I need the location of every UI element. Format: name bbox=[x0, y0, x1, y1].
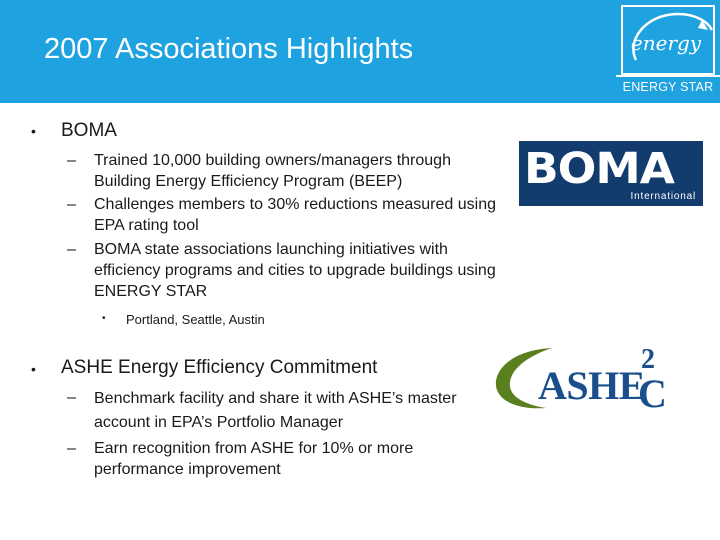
boma-logo-subtext: International bbox=[630, 191, 696, 202]
energy-star-label: ENERGY STAR bbox=[622, 80, 714, 94]
ashe-item-1: Benchmark facility and share it with ASHE’s master account in EPA’s Portfolio Manager bbox=[94, 390, 457, 431]
dash-4: – bbox=[67, 389, 76, 406]
ashe-logo bbox=[490, 340, 690, 416]
boma-item-1: Trained 10,000 building owners/managers through Building Energy Efficiency Program (BEEP) bbox=[94, 152, 451, 190]
bullet-boma: • bbox=[31, 123, 36, 139]
energy-script: energy bbox=[630, 31, 702, 55]
dash-3: – bbox=[67, 241, 76, 258]
dash-1: – bbox=[67, 152, 76, 169]
boma-item-2: Challenges members to 30% reductions measured using EPA rating tool bbox=[94, 196, 496, 234]
ashe-logo-superscript: 2 bbox=[641, 344, 655, 375]
boma-subitem: Portland, Seattle, Austin bbox=[126, 312, 265, 327]
dash-5: – bbox=[67, 440, 76, 457]
ashe-heading: ASHE Energy Efficiency Commitment bbox=[61, 357, 378, 378]
boma-logo-text: BOMA bbox=[524, 144, 674, 194]
energy-star-logo bbox=[616, 0, 720, 103]
dash-2: – bbox=[67, 196, 76, 213]
bullet-sub: • bbox=[102, 313, 106, 324]
ashe-logo-subscript: C bbox=[638, 371, 667, 416]
slide-title: 2007 Associations Highlights bbox=[44, 33, 414, 65]
boma-logo bbox=[519, 141, 703, 206]
boma-item-3: BOMA state associations launching initiatives with efficiency programs and cities to upgrade buildings using ENERGY STAR bbox=[94, 241, 496, 300]
bullet-ashe: • bbox=[31, 361, 36, 377]
ashe-item-2: Earn recognition from ASHE for 10% or more performance improvement bbox=[94, 440, 414, 478]
ashe-logo-text: ASHE bbox=[538, 363, 645, 408]
title-bar bbox=[0, 0, 720, 103]
boma-heading: BOMA bbox=[61, 120, 117, 141]
